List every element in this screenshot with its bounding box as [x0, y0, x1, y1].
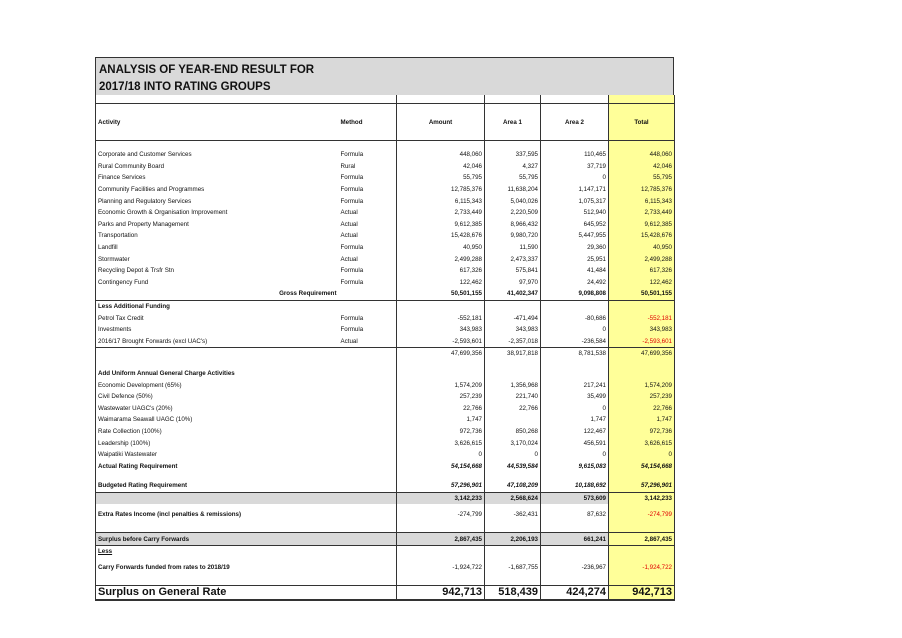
- area1-cell: 4,327: [485, 161, 541, 173]
- area1-cell: 337,595: [485, 149, 541, 161]
- spacer-row: [96, 472, 675, 480]
- method-cell: Formula: [340, 186, 364, 194]
- extra-rates-row: [96, 504, 675, 524]
- area1-cell: [485, 524, 541, 533]
- activity-cell: 2016/17 Brought Forwards (excl UAC's): [98, 337, 208, 345]
- area2-cell: 1,147,171: [541, 184, 609, 196]
- amount-cell: 2,733,449: [397, 207, 485, 219]
- area1-cell: 41,402,347: [485, 288, 541, 300]
- activity-cell: Waipatiki Wastewater: [98, 451, 158, 459]
- total-cell: 972,736: [609, 426, 675, 438]
- activity-row: [96, 195, 675, 207]
- activity-cell: Wastewater UAGC's (20%): [98, 404, 173, 412]
- method-cell: [339, 437, 397, 449]
- area2-cell: 41,484: [541, 265, 609, 277]
- area2-cell: 9,098,808: [541, 288, 609, 300]
- amount-cell: 22,766: [397, 402, 485, 414]
- area2-cell: 24,492: [541, 277, 609, 289]
- header-method: Method: [339, 104, 397, 141]
- amount-cell: 9,612,385: [397, 219, 485, 231]
- method-cell: [339, 414, 397, 426]
- method-cell: [339, 300, 397, 312]
- section-label-row: [96, 300, 675, 312]
- method-cell: [339, 288, 397, 300]
- method-cell: [339, 480, 397, 492]
- amount-cell: [397, 300, 485, 312]
- spreadsheet: [95, 57, 674, 601]
- total-cell: [609, 577, 675, 586]
- spacer-row: [96, 577, 675, 586]
- activity-cell: [96, 348, 339, 360]
- area2-cell: [541, 141, 609, 150]
- activity-cell: [96, 472, 339, 480]
- method-cell: Rural: [340, 162, 356, 170]
- uagc-row: [96, 391, 675, 403]
- method-cell: [339, 368, 397, 380]
- spacer-row: [96, 141, 675, 150]
- area1-cell: [485, 472, 541, 480]
- amount-cell: 15,428,676: [397, 230, 485, 242]
- header-total: Total: [609, 104, 675, 141]
- activity-cell: Actual Rating Requirement: [98, 462, 178, 470]
- spacer-row: [96, 360, 675, 368]
- total-cell: 9,612,385: [609, 219, 675, 231]
- amount-cell: 257,239: [397, 391, 485, 403]
- total-cell: [609, 360, 675, 368]
- area2-cell: 37,719: [541, 161, 609, 173]
- activity-cell: Parks and Property Management: [98, 220, 189, 228]
- activity-cell: Waimarama Seawall UAGC (10%): [98, 416, 193, 424]
- area1-cell: 11,638,204: [485, 184, 541, 196]
- method-cell: [339, 545, 397, 557]
- title-line-2: 2017/18 INTO RATING GROUPS: [99, 81, 271, 93]
- total-cell: 42,046: [609, 161, 675, 173]
- area2-cell: 10,188,692: [541, 480, 609, 492]
- total-cell: 57,296,901: [609, 480, 675, 492]
- area1-cell: [485, 300, 541, 312]
- area2-cell: 0: [541, 402, 609, 414]
- activity-row: [96, 172, 675, 184]
- area1-cell: 0: [485, 449, 541, 461]
- method-cell: [339, 449, 397, 461]
- area1-cell: [485, 414, 541, 426]
- amount-cell: 54,154,668: [397, 460, 485, 472]
- method-cell: [339, 586, 397, 601]
- area1-cell: 518,439: [485, 586, 541, 601]
- area1-cell: 44,539,584: [485, 460, 541, 472]
- total-cell: [609, 300, 675, 312]
- total-cell: 942,713: [609, 586, 675, 601]
- area1-cell: 850,268: [485, 426, 541, 438]
- activity-cell: Economic Growth & Organisation Improvement: [98, 209, 228, 217]
- area1-cell: [485, 360, 541, 368]
- area1-cell: 221,740: [485, 391, 541, 403]
- uagc-row: [96, 414, 675, 426]
- area2-cell: 512,940: [541, 207, 609, 219]
- total-cell: 55,795: [609, 172, 675, 184]
- activity-row: [96, 207, 675, 219]
- amount-cell: 942,713: [397, 586, 485, 601]
- total-cell: [609, 472, 675, 480]
- area2-cell: 110,465: [541, 149, 609, 161]
- surplus-general-row: [96, 586, 675, 601]
- amount-cell: [397, 524, 485, 533]
- area1-cell: 2,220,509: [485, 207, 541, 219]
- activity-cell: Surplus on General Rate: [96, 586, 339, 601]
- area1-cell: 8,966,432: [485, 219, 541, 231]
- area1-cell: 11,590: [485, 242, 541, 254]
- area2-cell: 217,241: [541, 379, 609, 391]
- area1-cell: 2,568,624: [485, 492, 541, 504]
- total-cell: 448,060: [609, 149, 675, 161]
- area2-cell: 29,360: [541, 242, 609, 254]
- amount-cell: 3,626,615: [397, 437, 485, 449]
- area1-cell: -1,687,755: [485, 557, 541, 577]
- method-cell: [339, 348, 397, 360]
- area2-cell: [541, 95, 609, 104]
- amount-cell: 972,736: [397, 426, 485, 438]
- amount-cell: [397, 95, 485, 104]
- activity-cell: Extra Rates Income (incl penalties & remissions): [98, 510, 242, 518]
- activity-cell: [96, 577, 339, 586]
- less-row: [96, 545, 675, 557]
- amount-cell: -274,799: [397, 504, 485, 524]
- total-cell: 2,733,449: [609, 207, 675, 219]
- total-cell: 2,867,435: [609, 533, 675, 546]
- rating-table: [95, 95, 675, 601]
- method-cell: [339, 95, 397, 104]
- amount-cell: 3,142,233: [397, 492, 485, 504]
- surplus-before-row: [96, 533, 675, 546]
- method-cell: Actual: [340, 337, 358, 345]
- amount-cell: 12,785,376: [397, 184, 485, 196]
- total-cell: -2,593,601: [609, 336, 675, 348]
- activity-row: [96, 184, 675, 196]
- funding-row: [96, 324, 675, 336]
- amount-cell: 57,296,901: [397, 480, 485, 492]
- total-cell: 47,699,356: [609, 348, 675, 360]
- total-cell: 3,142,233: [609, 492, 675, 504]
- method-cell: [339, 472, 397, 480]
- funding-subtotal-row: [96, 348, 675, 360]
- amount-cell: -2,593,601: [397, 336, 485, 348]
- area2-cell: 0: [541, 324, 609, 336]
- method-cell: [339, 492, 397, 504]
- total-cell: -274,799: [609, 504, 675, 524]
- area1-cell: [485, 141, 541, 150]
- difference-row: [96, 492, 675, 504]
- amount-cell: 448,060: [397, 149, 485, 161]
- area2-cell: 25,951: [541, 253, 609, 265]
- amount-cell: 0: [397, 449, 485, 461]
- amount-cell: 47,699,356: [397, 348, 485, 360]
- area2-cell: 8,781,538: [541, 348, 609, 360]
- area1-cell: [485, 95, 541, 104]
- area1-cell: [485, 368, 541, 380]
- total-cell: 40,950: [609, 242, 675, 254]
- header-row: [96, 104, 675, 141]
- area1-cell: -362,431: [485, 504, 541, 524]
- area2-cell: 87,632: [541, 504, 609, 524]
- activity-cell: [96, 95, 339, 104]
- total-cell: [609, 545, 675, 557]
- total-cell: 617,326: [609, 265, 675, 277]
- method-cell: [339, 524, 397, 533]
- area2-cell: 661,241: [541, 533, 609, 546]
- area2-cell: [541, 545, 609, 557]
- method-cell: [339, 426, 397, 438]
- area1-cell: 2,206,193: [485, 533, 541, 546]
- uagc-row: [96, 379, 675, 391]
- method-cell: [339, 557, 397, 577]
- area1-cell: 47,108,209: [485, 480, 541, 492]
- method-cell: Actual: [340, 220, 358, 228]
- activity-row: [96, 219, 675, 231]
- activity-cell: Petrol Tax Credit: [98, 314, 144, 322]
- activity-cell: Community Facilities and Programmes: [98, 186, 205, 194]
- method-cell: Formula: [340, 326, 364, 334]
- total-cell: 3,626,615: [609, 437, 675, 449]
- area2-cell: 9,615,083: [541, 460, 609, 472]
- area2-cell: 5,447,955: [541, 230, 609, 242]
- area2-cell: [541, 360, 609, 368]
- actual-rating-row: [96, 460, 675, 472]
- amount-cell: 42,046: [397, 161, 485, 173]
- area1-cell: 22,766: [485, 402, 541, 414]
- total-cell: [609, 95, 675, 104]
- amount-cell: 343,983: [397, 324, 485, 336]
- funding-row: [96, 336, 675, 348]
- activity-cell: [96, 360, 339, 368]
- activity-cell: Contingency Fund: [98, 278, 149, 286]
- uagc-row: [96, 449, 675, 461]
- method-cell: [339, 504, 397, 524]
- activity-cell: Surplus before Carry Forwards: [96, 533, 339, 546]
- area1-cell: 5,040,026: [485, 195, 541, 207]
- activity-cell: [96, 492, 339, 504]
- amount-cell: -552,181: [397, 312, 485, 324]
- method-cell: Formula: [340, 244, 364, 252]
- activity-cell: Planning and Regulatory Services: [98, 197, 192, 205]
- activity-cell: Landfill: [98, 244, 118, 252]
- activity-cell: Budgeted Rating Requirement: [96, 480, 339, 492]
- spacer-row: [96, 95, 675, 104]
- funding-row: [96, 312, 675, 324]
- method-cell: [339, 460, 397, 472]
- method-cell: Formula: [340, 197, 364, 205]
- amount-cell: 55,795: [397, 172, 485, 184]
- total-cell: 12,785,376: [609, 184, 675, 196]
- activity-cell: Finance Services: [98, 174, 146, 182]
- amount-cell: 2,499,288: [397, 253, 485, 265]
- amount-cell: 617,326: [397, 265, 485, 277]
- total-cell: 122,462: [609, 277, 675, 289]
- area1-cell: -471,494: [485, 312, 541, 324]
- activity-cell: Economic Development (65%): [98, 381, 182, 389]
- uagc-row: [96, 426, 675, 438]
- total-cell: [609, 368, 675, 380]
- method-cell: Actual: [340, 255, 358, 263]
- area2-cell: 456,591: [541, 437, 609, 449]
- amount-cell: 50,501,155: [397, 288, 485, 300]
- total-cell: 22,766: [609, 402, 675, 414]
- area2-cell: 1,075,317: [541, 195, 609, 207]
- area2-cell: -236,584: [541, 336, 609, 348]
- activity-row: [96, 242, 675, 254]
- method-cell: [339, 533, 397, 546]
- area1-cell: 343,983: [485, 324, 541, 336]
- total-cell: 50,501,155: [609, 288, 675, 300]
- total-cell: -552,181: [609, 312, 675, 324]
- area2-cell: 35,499: [541, 391, 609, 403]
- total-cell: [609, 141, 675, 150]
- amount-cell: [397, 141, 485, 150]
- total-cell: 257,239: [609, 391, 675, 403]
- activity-cell: Less Additional Funding: [98, 303, 170, 311]
- amount-cell: [397, 360, 485, 368]
- total-cell: 6,115,343: [609, 195, 675, 207]
- area1-cell: 38,917,818: [485, 348, 541, 360]
- title-line-1: ANALYSIS OF YEAR-END RESULT FOR: [99, 64, 315, 76]
- activity-row: [96, 149, 675, 161]
- area1-cell: 97,970: [485, 277, 541, 289]
- activity-row: [96, 230, 675, 242]
- activity-row: [96, 253, 675, 265]
- area2-cell: 1,747: [541, 414, 609, 426]
- area1-cell: [485, 577, 541, 586]
- amount-cell: [397, 545, 485, 557]
- activity-cell: Corporate and Customer Services: [98, 151, 192, 159]
- activity-cell: Stormwater: [98, 255, 130, 263]
- method-cell: Formula: [340, 267, 364, 275]
- activity-cell: Civil Defence (50%): [98, 393, 153, 401]
- header-activity: Activity: [96, 104, 339, 141]
- activity-cell: Less: [98, 548, 113, 556]
- method-cell: Formula: [340, 314, 364, 322]
- budgeted-row: [96, 480, 675, 492]
- amount-cell: [397, 368, 485, 380]
- spacer-row: [96, 524, 675, 533]
- method-cell: Actual: [340, 209, 358, 217]
- activity-cell: Transportation: [98, 232, 138, 240]
- amount-cell: 1,574,209: [397, 379, 485, 391]
- activity-cell: Recycling Depot & Trsfr Stn: [98, 267, 174, 275]
- area2-cell: -236,967: [541, 557, 609, 577]
- total-cell: 343,983: [609, 324, 675, 336]
- area2-cell: 122,467: [541, 426, 609, 438]
- area2-cell: 573,609: [541, 492, 609, 504]
- total-cell: 0: [609, 449, 675, 461]
- header-area1: Area 1: [485, 104, 541, 141]
- activity-cell: Leadership (100%): [98, 439, 151, 447]
- area1-cell: 9,980,720: [485, 230, 541, 242]
- area2-cell: [541, 524, 609, 533]
- method-cell: Formula: [340, 151, 364, 159]
- header-area2: Area 2: [541, 104, 609, 141]
- method-cell: [339, 402, 397, 414]
- report-title: [95, 57, 674, 95]
- method-cell: [339, 379, 397, 391]
- activity-cell: Rural Community Board: [98, 162, 165, 170]
- area1-cell: 575,841: [485, 265, 541, 277]
- area2-cell: [541, 368, 609, 380]
- amount-cell: 6,115,343: [397, 195, 485, 207]
- gross-requirement-row: [96, 288, 675, 300]
- carry-forwards-row: [96, 557, 675, 577]
- area1-cell: 2,473,337: [485, 253, 541, 265]
- activity-cell: Carry Forwards funded from rates to 2018/19: [98, 563, 230, 571]
- area1-cell: 3,170,024: [485, 437, 541, 449]
- amount-cell: 40,950: [397, 242, 485, 254]
- activity-row: [96, 265, 675, 277]
- area1-cell: 1,356,968: [485, 379, 541, 391]
- area2-cell: 645,952: [541, 219, 609, 231]
- activity-cell: [96, 141, 339, 150]
- activity-cell: Gross Requirement: [96, 288, 339, 300]
- section-label-row: [96, 368, 675, 380]
- uagc-row: [96, 402, 675, 414]
- amount-cell: [397, 577, 485, 586]
- method-cell: [339, 360, 397, 368]
- amount-cell: 2,867,435: [397, 533, 485, 546]
- area2-cell: 0: [541, 449, 609, 461]
- total-cell: 15,428,676: [609, 230, 675, 242]
- total-cell: 1,574,209: [609, 379, 675, 391]
- method-cell: Formula: [340, 174, 364, 182]
- method-cell: [339, 577, 397, 586]
- area1-cell: [485, 545, 541, 557]
- area2-cell: [541, 472, 609, 480]
- method-cell: [339, 141, 397, 150]
- amount-cell: 1,747: [397, 414, 485, 426]
- activity-row: [96, 161, 675, 173]
- method-cell: Formula: [340, 278, 364, 286]
- method-cell: [339, 391, 397, 403]
- amount-cell: 122,462: [397, 277, 485, 289]
- uagc-row: [96, 437, 675, 449]
- area2-cell: 0: [541, 172, 609, 184]
- area2-cell: [541, 577, 609, 586]
- activity-cell: Rate Collection (100%): [98, 427, 162, 435]
- header-amount: Amount: [397, 104, 485, 141]
- method-cell: Actual: [340, 232, 358, 240]
- area1-cell: 55,795: [485, 172, 541, 184]
- area2-cell: [541, 300, 609, 312]
- total-cell: 1,747: [609, 414, 675, 426]
- activity-row: [96, 277, 675, 289]
- amount-cell: [397, 472, 485, 480]
- activity-cell: Add Uniform Annual General Charge Activities: [98, 369, 235, 377]
- area2-cell: -80,686: [541, 312, 609, 324]
- total-cell: 2,499,288: [609, 253, 675, 265]
- amount-cell: -1,924,722: [397, 557, 485, 577]
- total-cell: 54,154,668: [609, 460, 675, 472]
- area2-cell: 424,274: [541, 586, 609, 601]
- area1-cell: -2,357,018: [485, 336, 541, 348]
- activity-cell: Investments: [98, 326, 132, 334]
- total-cell: -1,924,722: [609, 557, 675, 577]
- activity-cell: [96, 524, 339, 533]
- total-cell: [609, 524, 675, 533]
